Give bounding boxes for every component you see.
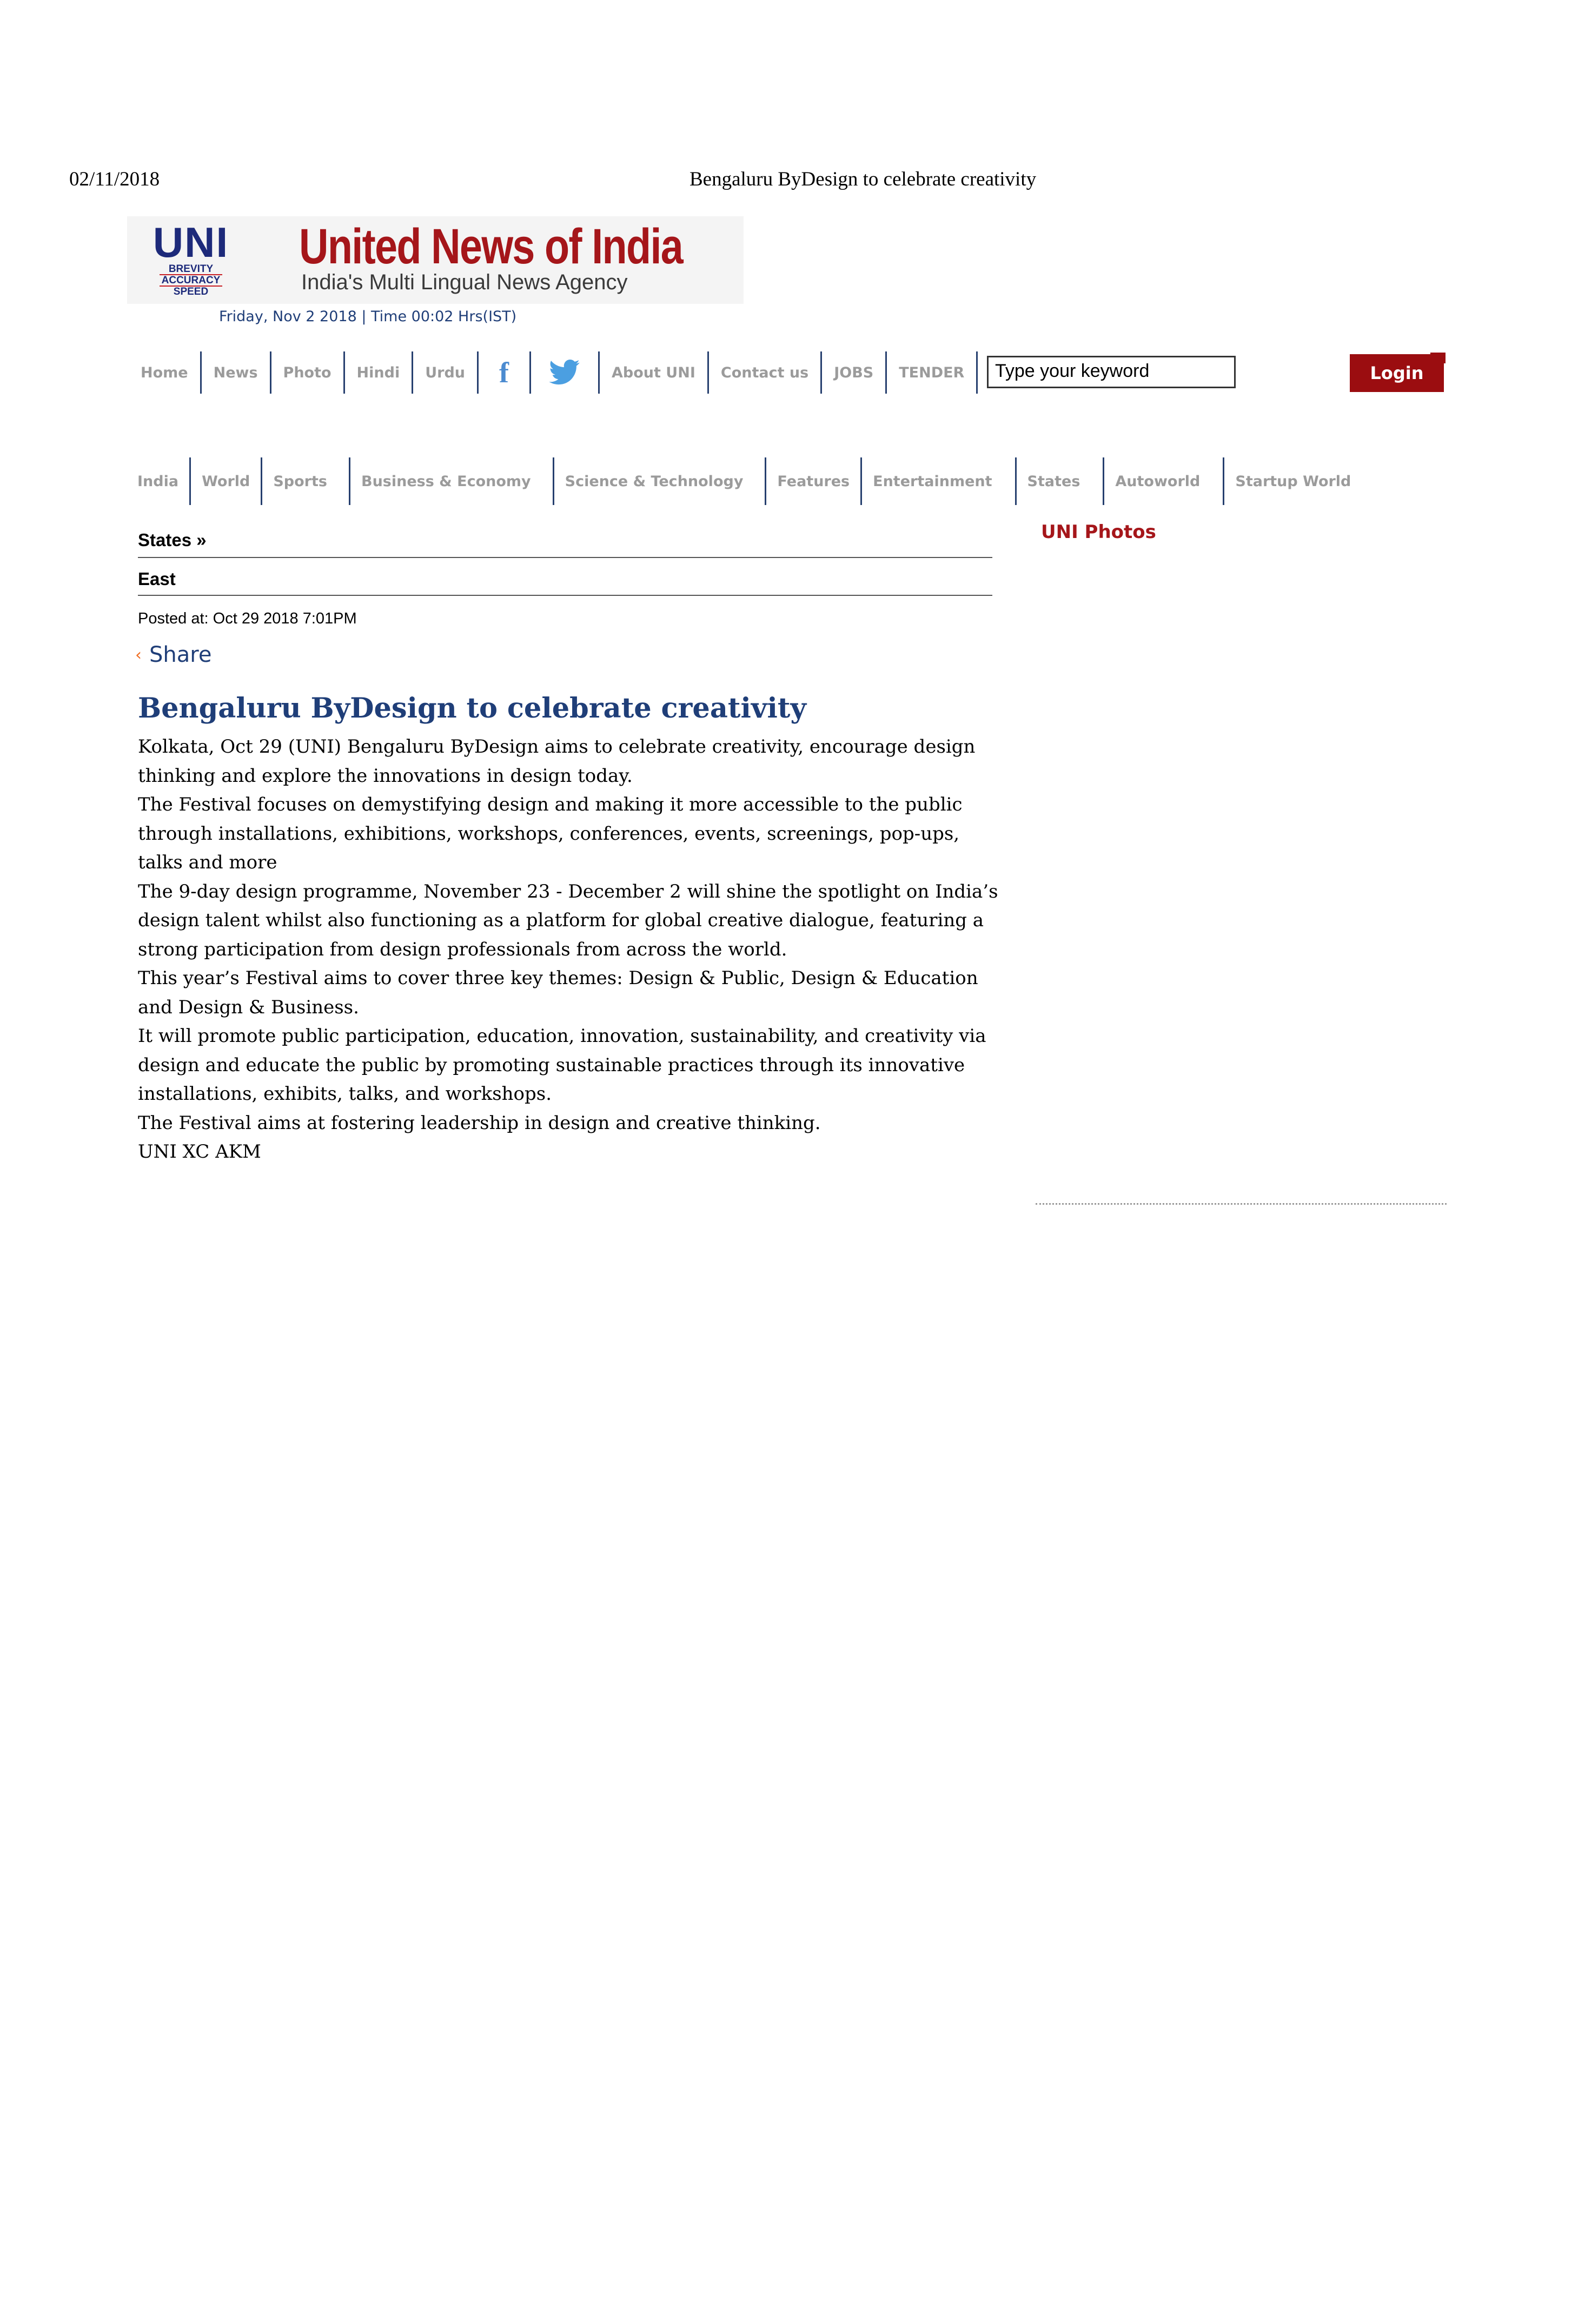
category-nav xyxy=(129,457,1362,505)
cat-science[interactable]: Science & Technology xyxy=(554,457,767,505)
nav-tender[interactable]: TENDER xyxy=(887,351,978,394)
twitter-link[interactable] xyxy=(531,351,600,394)
cat-states[interactable]: States xyxy=(1017,457,1105,505)
share-label: Share xyxy=(149,642,212,667)
cat-business[interactable]: Business & Economy xyxy=(350,457,554,505)
cat-startup-world[interactable]: Startup World xyxy=(1235,473,1351,490)
article-paragraph: Kolkata, Oct 29 (UNI) Bengaluru ByDesign aims to celebrate creativity, encourage design thinking and explore the innovations in design today. xyxy=(138,736,976,787)
article-body xyxy=(138,733,1003,1167)
brand-tagline: India's Multi Lingual News Agency xyxy=(301,270,628,294)
sidebar-divider xyxy=(1036,1203,1447,1205)
article-paragraph: The Festival aims at fostering leadership in design and creative thinking. xyxy=(138,1112,821,1134)
uni-logo-text: UNI xyxy=(153,218,229,266)
facebook-link[interactable] xyxy=(479,351,531,394)
twitter-icon xyxy=(548,360,581,386)
article-byline: UNI XC AKM xyxy=(138,1141,261,1163)
nav-urdu[interactable]: Urdu xyxy=(413,351,479,394)
article-headline: Bengaluru ByDesign to celebrate creativity xyxy=(138,692,807,725)
nav-about[interactable]: About UNI xyxy=(600,351,709,394)
article-paragraph: It will promote public participation, education, innovation, sustainability, and creativity via design and educate the public by promoting sustainable practices through its innovative installations, exhibits, talks, and workshops. xyxy=(138,1025,986,1105)
search-input[interactable]: Type your keyword xyxy=(987,356,1236,388)
logo-tagline-1: BREVITY xyxy=(168,263,214,275)
share-button[interactable] xyxy=(135,642,211,667)
facebook-icon: f xyxy=(499,356,509,389)
top-nav xyxy=(130,351,978,394)
logo-tagline-3: SPEED xyxy=(173,286,209,297)
logo-tagline-2: ACCURACY xyxy=(160,274,223,287)
breadcrumb-section[interactable]: States » xyxy=(138,530,207,550)
sidebar-title-text: UNI Photos xyxy=(1041,521,1156,543)
nav-news[interactable]: News xyxy=(202,351,271,394)
dateline: Friday, Nov 2 2018 | Time 00:02 Hrs(IST) xyxy=(219,308,517,325)
brand-name: United News of India xyxy=(299,219,683,274)
cat-india[interactable]: India xyxy=(129,457,191,505)
nav-hindi[interactable]: Hindi xyxy=(345,351,414,394)
cat-features[interactable]: Features xyxy=(766,457,862,505)
breadcrumb-subsection[interactable]: East xyxy=(138,569,176,589)
sidebar-title xyxy=(1041,521,1156,543)
article-paragraph: The 9-day design programme, November 23 - December 2 will shine the spotlight on India’s design talent whilst also functioning as a platform for global creative dialogue, featuring a strong participation from design professionals from across the world. xyxy=(138,880,998,960)
divider xyxy=(138,557,992,558)
cat-autoworld[interactable]: Autoworld xyxy=(1104,457,1224,505)
login-button[interactable]: Login xyxy=(1350,354,1444,392)
article-paragraph: This year’s Festival aims to cover three key themes: Design & Public, Design & Education and Design & Business. xyxy=(138,967,978,1018)
divider xyxy=(138,595,992,596)
posted-timestamp: Posted at: Oct 29 2018 7:01PM xyxy=(138,610,357,627)
cat-sports[interactable]: Sports xyxy=(262,457,350,505)
print-title: Bengaluru ByDesign to celebrate creativity xyxy=(689,168,1037,190)
print-date: 02/11/2018 xyxy=(69,168,160,190)
nav-photo[interactable]: Photo xyxy=(271,351,345,394)
uni-logo-mark xyxy=(148,218,234,302)
cat-world[interactable]: World xyxy=(191,457,262,505)
nav-jobs[interactable]: JOBS xyxy=(822,351,887,394)
share-icon: ‹ xyxy=(135,645,142,665)
nav-contact[interactable]: Contact us xyxy=(709,351,822,394)
cat-entertainment[interactable]: Entertainment xyxy=(862,457,1016,505)
article-paragraph: The Festival focuses on demystifying design and making it more accessible to the public through installations, exhibitions, workshops, conferences, events, screenings, pop-ups, talks and more xyxy=(138,794,963,873)
site-logo[interactable] xyxy=(127,216,744,304)
nav-home[interactable]: Home xyxy=(130,351,202,394)
